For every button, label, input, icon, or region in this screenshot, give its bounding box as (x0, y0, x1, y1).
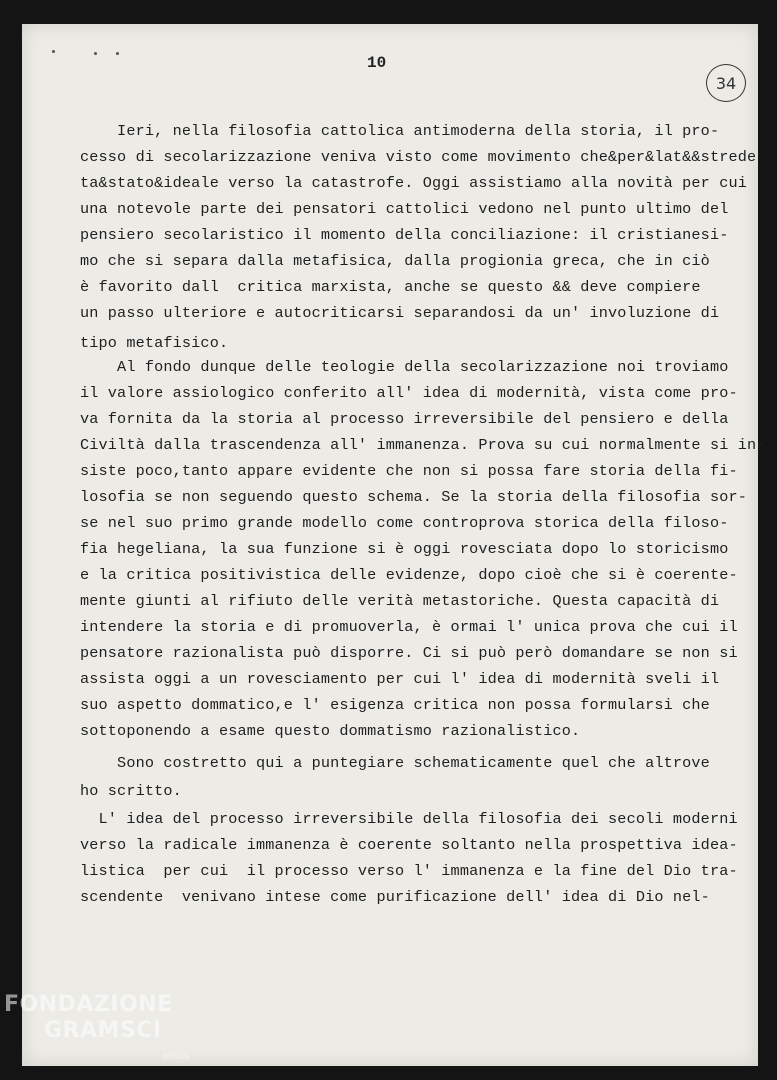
text-line: e la critica positivistica delle evidenze, dopo cioè che si è coerente- (80, 566, 738, 584)
text-line: L' idea del processo irreversibile della filosofia dei secoli moderni (80, 810, 738, 828)
watermark-line-1: FONDAZIONE (4, 992, 173, 1017)
text-line: il valore assiologico conferito all' idea di modernità, vista come pro- (80, 384, 738, 402)
text-line: Ieri, nella filosofia cattolica antimoderna della storia, il pro- (80, 122, 720, 140)
text-line: Sono costretto qui a puntegiare schematicamente quel che altrove (80, 754, 710, 772)
text-line: listica per cui il processo verso l' immanenza e la fine del Dio tra- (80, 862, 738, 880)
watermark-logo (4, 992, 189, 1062)
text-line: ho scritto. (80, 782, 182, 800)
text-line: una notevole parte dei pensatori cattolici vedono nel punto ultimo del (80, 200, 729, 218)
punch-mark (116, 52, 119, 55)
text-line: Al fondo dunque delle teologie della secolarizzazione noi troviamo (80, 358, 729, 376)
text-line: suo aspetto dommatico,e l' esigenza critica non possa formularsi che (80, 696, 710, 714)
text-line: fia hegeliana, la sua funzione si è oggi rovesciata dopo lo storicismo (80, 540, 729, 558)
text-line: siste poco,tanto appare evidente che non si possa fare storia della fi- (80, 462, 738, 480)
document-page (22, 24, 766, 1066)
text-line: intendere la storia e di promuoverla, è ormai l' unica prova che cui il (80, 618, 738, 636)
watermark-line-3: onlus (162, 1051, 189, 1062)
text-line: assista oggi a un rovesciamento per cui l' idea di modernità sveli il (80, 670, 720, 688)
archive-number: 34 (715, 73, 737, 93)
archive-number-stamp (706, 64, 746, 102)
page-number: 10 (367, 54, 387, 72)
text-line: mo che si separa dalla metafisica, dalla progionia greca, che in ciò (80, 252, 710, 270)
text-line: ta&stato&ideale verso la catastrofe. Oggi assistiamo alla novità per cui (80, 174, 748, 192)
text-line: Civiltà dalla trascendenza all' immanenza. Prova su cui normalmente si in- (80, 436, 766, 454)
text-line: pensiero secolaristico il momento della conciliazione: il cristianesi- (80, 226, 729, 244)
text-line: cesso di secolarizzazione veniva visto come movimento che&per&lat&&strede (80, 148, 757, 166)
text-line: un passo ulteriore e autocriticarsi separandosi da un' involuzione di (80, 304, 720, 322)
text-line: mente giunti al rifiuto delle verità metastoriche. Questa capacità di (80, 592, 720, 610)
text-line: tipo metafisico. (80, 334, 229, 352)
text-line: è favorito dall critica marxista, anche se questo && deve compiere (80, 278, 701, 296)
text-line: se nel suo primo grande modello come controprova storica della filoso- (80, 514, 729, 532)
text-line: pensatore razionalista può disporre. Ci si può però domandare se non si (80, 644, 738, 662)
text-line: verso la radicale immanenza è coerente soltanto nella prospettiva idea- (80, 836, 738, 854)
text-line: losofia se non seguendo questo schema. Se la storia della filosofia sor- (80, 488, 748, 506)
watermark-line-2: GRAMSCI (44, 1018, 162, 1043)
text-line: va fornita da la storia al processo irreversibile del pensiero e della (80, 410, 729, 428)
text-line: scendente venivano intese come purificazione dell' idea di Dio nel- (80, 888, 710, 906)
punch-mark (94, 52, 97, 55)
text-line: sottoponendo a esame questo dommatismo razionalistico. (80, 722, 581, 740)
punch-mark (52, 50, 55, 53)
